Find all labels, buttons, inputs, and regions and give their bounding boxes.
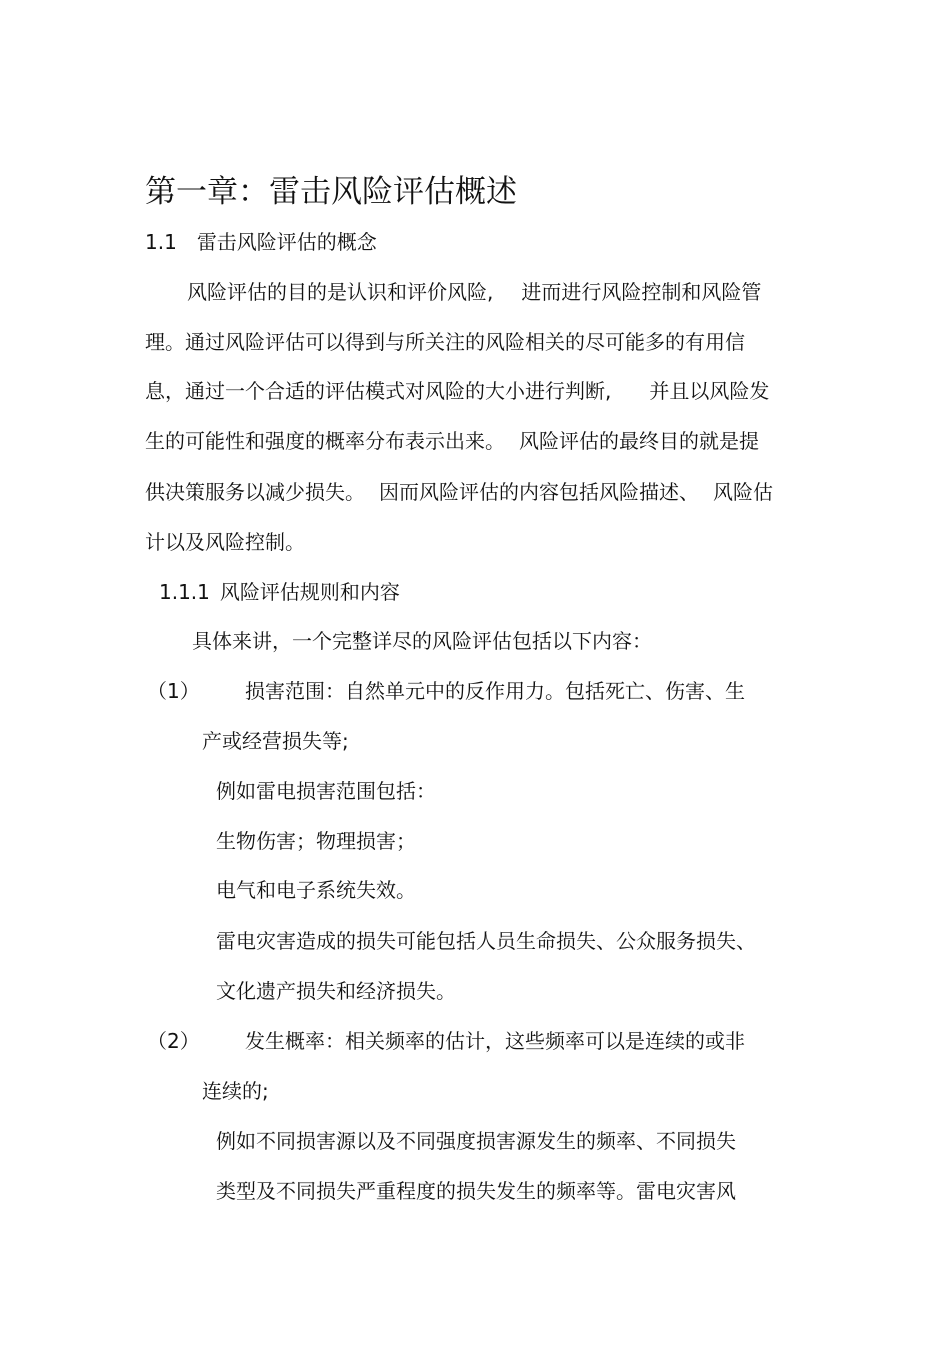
paragraph-text: 进而进行风险控制和风险管 [521, 280, 762, 304]
paragraph-text: 生的可能性和强度的概率分布表示出来。 [145, 429, 505, 453]
list-marker: （1） [147, 679, 200, 703]
paragraph-text: 并且以风险发 [649, 379, 770, 403]
list-item-text: 连续的; [202, 1079, 269, 1103]
paragraph-text: 因而风险评估的内容包括风险描述、 [379, 480, 699, 504]
paragraph-line [187, 280, 761, 304]
list-item-example: 例如不同损害源以及不同强度损害源发生的频率、不同损失 [216, 1129, 736, 1153]
paragraph-text: 风险评估的目的是认识和评价风险, [187, 280, 494, 304]
paragraph-text: 息，通过一个合适的评估模式对风险的大小进行判断, [145, 379, 612, 403]
paragraph-text: 供决策服务以减少损失。 [145, 480, 365, 504]
section-number: 1.1.1 [159, 580, 210, 604]
list-item-example: 电气和电子系统失效。 [216, 878, 416, 902]
paragraph-line: 理。通过风险评估可以得到与所关注的风险相关的尽可能多的有用信 [145, 330, 745, 354]
list-item-example: 类型及不同损失严重程度的损失发生的频率等。雷电灾害风 [216, 1179, 736, 1203]
section-heading-1-1-1 [159, 580, 400, 604]
list-item-text: 产或经营损失等; [202, 729, 349, 753]
list-item-text: 发生概率：相关频率的估计，这些频率可以是连续的或非 [245, 1029, 745, 1053]
paragraph-line [145, 480, 773, 504]
chapter-title: 第一章：雷击风险评估概述 [145, 174, 517, 210]
list-item-text: 损害范围：自然单元中的反作用力。包括死亡、伤害、生 [245, 679, 745, 703]
list-item-example: 文化遗产损失和经济损失。 [216, 979, 456, 1003]
section-title: 风险评估规则和内容 [219, 580, 400, 604]
section-heading-1-1 [145, 230, 377, 254]
section-title: 雷击风险评估的概念 [196, 230, 377, 254]
paragraph-line [145, 379, 769, 403]
list-marker: （2） [147, 1029, 200, 1053]
list-item-example: 例如雷电损害范围包括： [216, 779, 436, 803]
paragraph-line [145, 429, 759, 453]
paragraph-line: 计以及风险控制。 [145, 530, 305, 554]
section-number: 1.1 [145, 230, 177, 254]
paragraph-text: 风险评估的最终目的就是提 [519, 429, 759, 453]
paragraph-text: 风险估 [713, 480, 773, 504]
lead-sentence: 具体来讲，一个完整详尽的风险评估包括以下内容： [192, 629, 652, 653]
list-item-example: 生物伤害；物理损害； [216, 829, 416, 853]
list-item-example: 雷电灾害造成的损失可能包括人员生命损失、公众服务损失、 [216, 929, 756, 953]
